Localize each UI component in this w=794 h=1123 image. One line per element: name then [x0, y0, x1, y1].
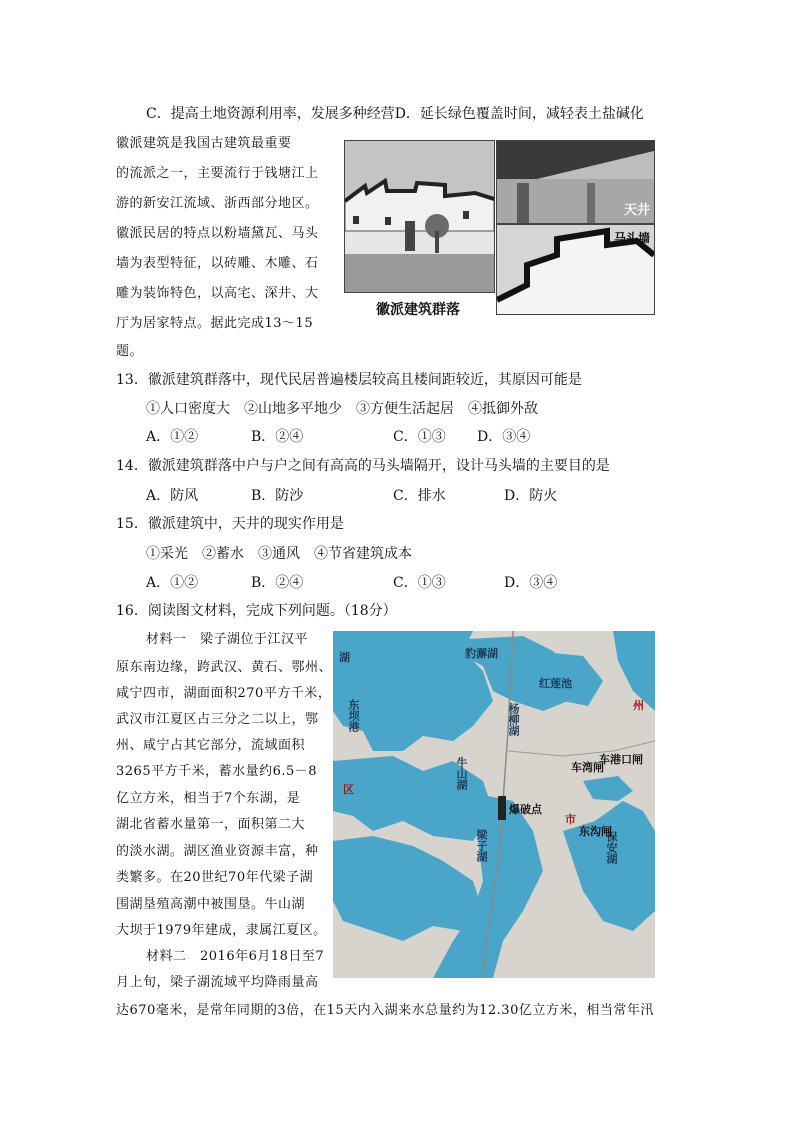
material-line: 的淡水湖。湖区渔业资源丰富，种 — [116, 844, 319, 859]
q15-option-b[interactable]: B．②④ — [251, 575, 304, 591]
material-line: 3265平方千米，蓄水量约6.5－8 — [116, 764, 318, 779]
material-line: 湖北省蓄水量第一，面积第二大 — [116, 817, 306, 832]
huipai-village-photo — [344, 140, 495, 293]
photo-caption: 徽派建筑群落 — [376, 302, 460, 318]
map-label-chewan-gate: 车湾闸 — [571, 761, 604, 774]
tianjing-label: 天井 — [623, 203, 650, 218]
intro-line: 题。 — [116, 344, 144, 359]
question-15: 15．徽派建筑中，天井的现实作用是 — [116, 516, 344, 532]
map-label-yangliu-lake: 杨柳湖 — [507, 703, 520, 736]
map-label-baoxie-lake: 豹澥湖 — [465, 647, 498, 660]
map-label-baoan-lake: 保安湖 — [605, 831, 618, 864]
map-label-liangzi-lake: 梁子湖 — [475, 829, 488, 862]
map-label-niushan-lake: 牛山湖 — [455, 757, 468, 790]
material-line: 武汉市江夏区占三分之二以上，鄂 — [116, 712, 319, 727]
map-label-chegangkou-gate: 车港口闸 — [599, 753, 643, 766]
q13-option-a[interactable]: A．①② — [146, 429, 199, 445]
material-line: 大坝于1979年建成，隶属江夏区。 — [116, 923, 327, 938]
material-line: 围湖垦殖高潮中被围垦。牛山湖 — [116, 897, 306, 912]
q15-option-a[interactable]: A．①② — [146, 575, 199, 591]
liangzi-lake-map — [333, 631, 655, 978]
q13-option-b[interactable]: B．②④ — [251, 429, 304, 445]
material-line: 月上旬，梁子湖流域平均降雨量高 — [116, 975, 319, 990]
q13-option-c[interactable]: C．①③ — [393, 429, 446, 445]
map-label-hu: 湖 — [339, 651, 350, 664]
material-line: 材料二 2016年6月18日至7 — [146, 949, 325, 964]
q13-option-d[interactable]: D．③④ — [477, 429, 531, 445]
intro-line: 厅为居家特点。据此完成13～15 — [116, 316, 314, 331]
q14-option-b[interactable]: B．防沙 — [251, 488, 304, 504]
material-line: 达670毫米，是常年同期的3倍，在15天内入湖来水总量约为12.30亿立方米，相当常年汛 — [116, 1003, 654, 1018]
material-line: 咸宁四市，湖面面积270平方千米， — [116, 686, 332, 701]
map-label-zhou: 州 — [633, 699, 644, 712]
intro-line: 徽派建筑是我国古建筑最重要 — [116, 136, 292, 151]
material-line: 原东南边缘，跨武汉、黄石、鄂州、 — [116, 660, 333, 675]
tianjing-photo — [496, 140, 655, 224]
matouqiang-photo — [496, 224, 655, 315]
material-line: 材料一 梁子湖位于江汉平 — [146, 632, 309, 647]
q14-option-c[interactable]: C．排水 — [393, 488, 446, 504]
material-line: 州、咸宁占其它部分，流域面积 — [116, 738, 306, 753]
map-label-donggou-gate: 东沟闸 — [579, 825, 612, 838]
question-13-items: ①人口密度大 ②山地多平地少 ③方便生活起居 ④抵御外敌 — [146, 401, 538, 417]
question-15-items: ①采光 ②蓄水 ③通风 ④节省建筑成本 — [146, 546, 412, 562]
question-13: 13．徽派建筑群落中，现代民居普遍楼层较高且楼间距较近，其原因可能是 — [116, 372, 582, 388]
question-14: 14．徽派建筑群落中户与户之间有高高的马头墙隔开，设计马头墙的主要目的是 — [116, 458, 610, 474]
q15-option-c[interactable]: C．①③ — [393, 575, 446, 591]
map-label-blast-point: 爆破点 — [509, 803, 542, 816]
intro-line: 的流派之一，主要流行于钱塘江上 — [116, 166, 319, 181]
matouqiang-label: 马头墙 — [613, 231, 650, 245]
map-label-shi: 市 — [565, 813, 576, 826]
map-label-honglian-pool: 红莲池 — [539, 677, 572, 690]
material-line: 类繁多。在20世纪70年代梁子湖 — [116, 870, 314, 885]
intro-line: 墙为表型特征，以砖雕、木雕、石 — [116, 256, 319, 271]
q15-option-d[interactable]: D．③④ — [504, 575, 558, 591]
map-label-dongba-port: 东坝港 — [347, 699, 360, 732]
intro-line: 游的新安江流域、浙西部分地区。 — [116, 196, 319, 211]
q14-option-a[interactable]: A．防风 — [146, 488, 199, 504]
material-line: 亿立方米，相当于7个东湖，是 — [116, 791, 301, 806]
map-label-qu: 区 — [343, 783, 354, 796]
intro-line: 徽派民居的特点以粉墙黛瓦、马头 — [116, 226, 319, 241]
question-16: 16．阅读图文材料，完成下列问题。（18分） — [116, 603, 397, 619]
intro-line: 雕为装饰特色，以高宅、深井、大 — [116, 286, 319, 301]
option-line-c-d: C．提高土地资源利用率，发展多种经营D．延长绿色覆盖时间，减轻表土盐碱化 — [146, 106, 644, 122]
q14-option-d[interactable]: D．防火 — [504, 488, 558, 504]
